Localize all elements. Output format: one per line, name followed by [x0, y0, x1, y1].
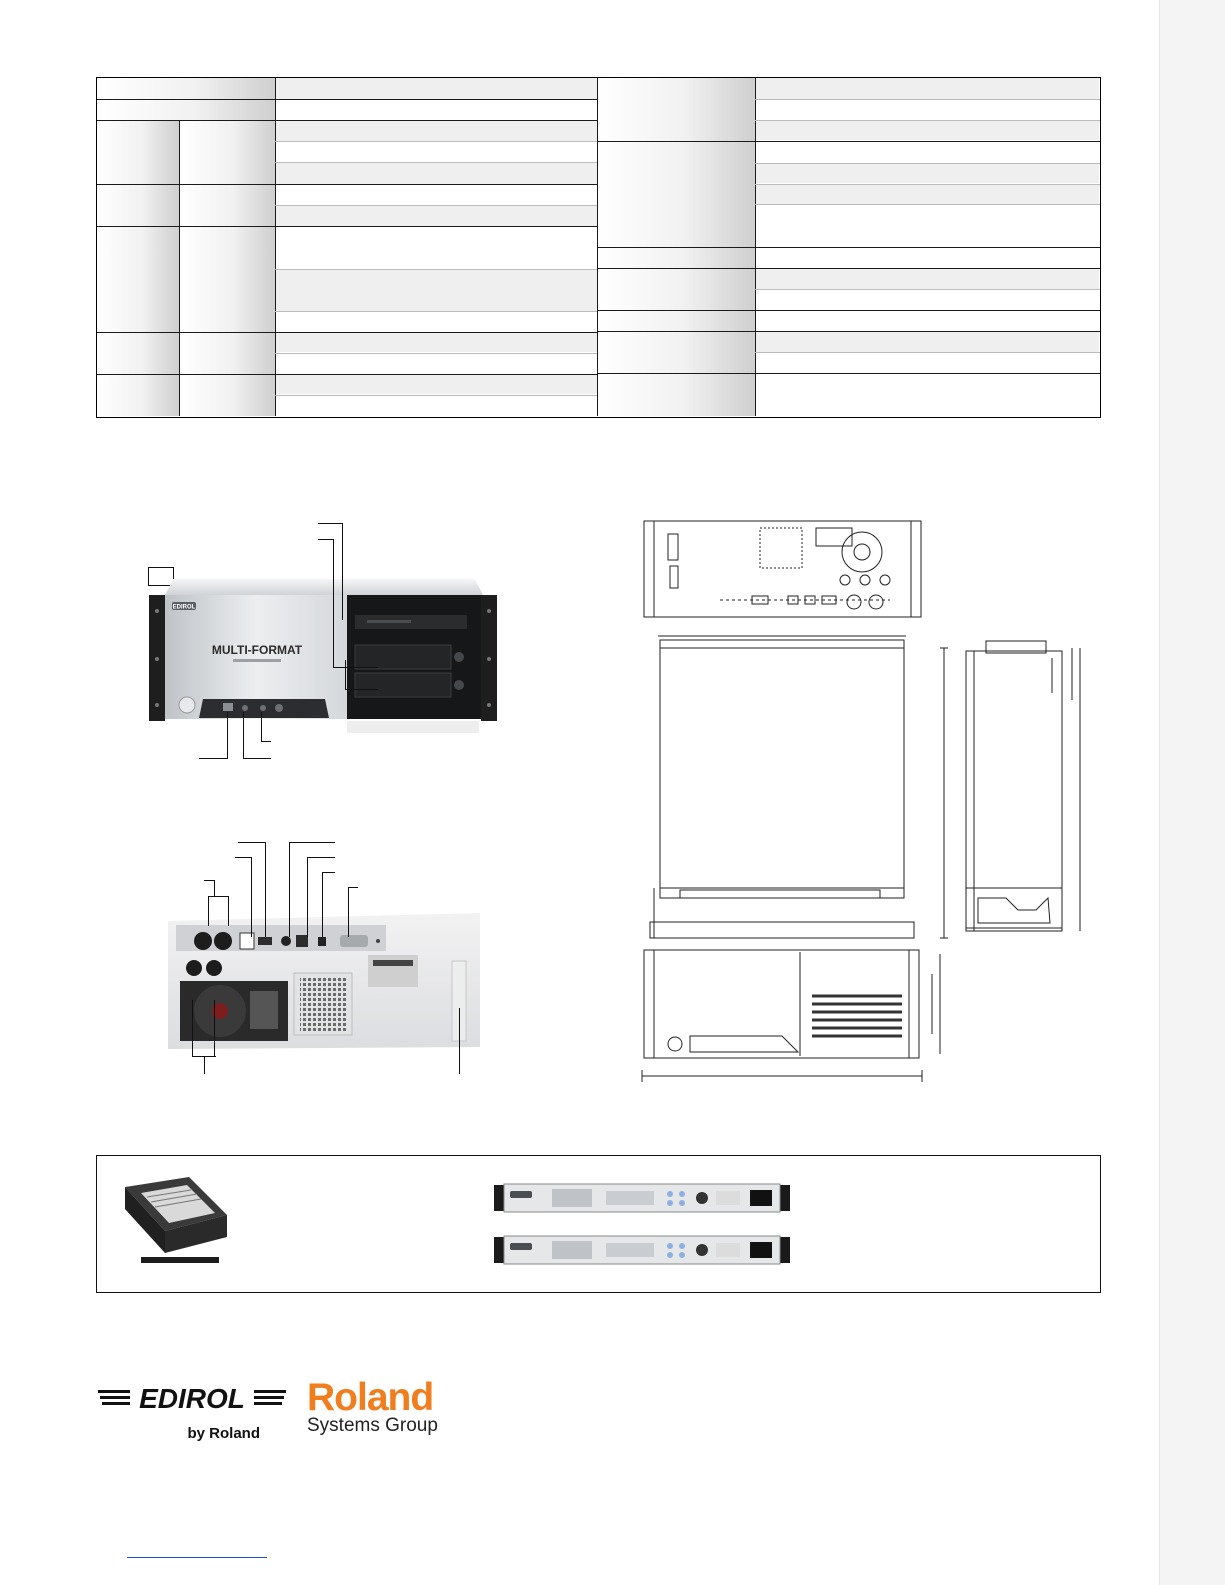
hard-disk-cartridge-photo: [121, 1175, 229, 1271]
xlr-connector-icon: [214, 932, 232, 950]
front-panel-photo: [145, 575, 501, 735]
edirol-logo: [94, 1380, 290, 1442]
footer-link-underline[interactable]: [127, 1557, 267, 1558]
front-panel-model-label: MULTI-FORMAT: [211, 643, 303, 657]
spec-label-cell: [97, 120, 179, 416]
svg-text:EDIROL: EDIROL: [139, 1383, 245, 1414]
drive-bay-icon: [355, 645, 451, 669]
power-connector-icon: [250, 991, 278, 1029]
front-panel-logo: [172, 602, 196, 611]
drive-bay-icon: [355, 673, 451, 697]
rack-unit-photo-1: [494, 1183, 790, 1213]
dimension-drawings: [640, 518, 1090, 1086]
roland-wordmark: Roland: [307, 1376, 434, 1419]
xlr-connector-icon: [206, 960, 222, 976]
svg-text:EDIROL: EDIROL: [172, 604, 196, 611]
power-button[interactable]: [179, 697, 195, 713]
svg-text:by Roland: by Roland: [187, 1425, 260, 1442]
page-edge-strip: [1159, 0, 1225, 1585]
usb-port-icon: [223, 703, 233, 711]
roland-systems-group-logo: [307, 1378, 477, 1442]
spec-label-cell: [180, 120, 275, 416]
accessories-box: [96, 1155, 1101, 1293]
systems-group-wordmark: Systems Group: [307, 1415, 438, 1436]
spec-table: [96, 77, 1101, 418]
xlr-connector-icon: [186, 960, 202, 976]
rack-unit-photo-2: [494, 1235, 790, 1265]
xlr-connector-icon: [194, 932, 212, 950]
